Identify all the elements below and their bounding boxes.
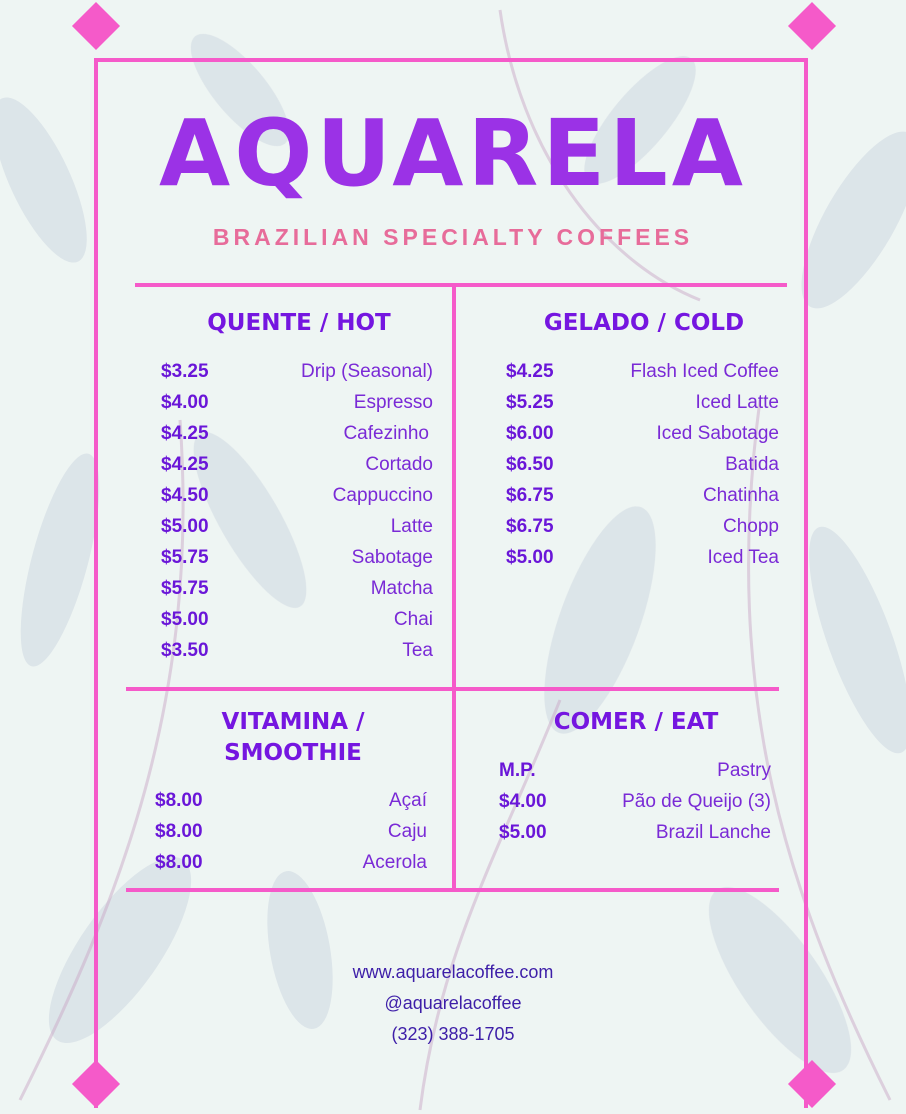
item-price: $6.50 [506, 454, 554, 475]
item-name: Iced Latte [695, 392, 779, 413]
menu-item [499, 818, 771, 848]
menu-item [506, 543, 779, 573]
menu-item [161, 543, 433, 573]
item-name: Espresso [353, 392, 433, 413]
menu-item [161, 481, 433, 511]
menu-item [506, 388, 779, 418]
item-name: Cafezinho [343, 423, 429, 444]
menu-item [506, 419, 779, 449]
section-title-smoothie-line2: SMOOTHIE [224, 740, 362, 766]
item-price: $4.25 [506, 361, 554, 382]
divider-vertical [452, 283, 456, 890]
divider-middle [126, 687, 779, 691]
section-title-smoothie-line1: VITAMINA / [221, 709, 365, 735]
item-name: Tea [402, 640, 433, 661]
item-price: $5.00 [161, 516, 209, 537]
menu-item [161, 450, 433, 480]
item-name: Caju [387, 821, 427, 842]
website-link[interactable]: www.aquarelacoffee.com [352, 962, 554, 982]
item-name: Brazil Lanche [655, 822, 771, 843]
item-price: $5.00 [161, 609, 209, 630]
menu-item [506, 450, 779, 480]
menu-item [161, 388, 433, 418]
item-price: $8.00 [155, 790, 203, 811]
item-price: $5.75 [161, 547, 209, 568]
menu-item [506, 357, 779, 387]
item-price: $4.25 [161, 423, 209, 444]
item-price: $6.00 [506, 423, 554, 444]
phone-number[interactable]: (323) 388-1705 [391, 1024, 515, 1044]
item-name: Batida [725, 454, 779, 475]
menu-item [161, 419, 429, 449]
brand-subtitle: BRAZILIAN SPECIALTY COFFEES [212, 224, 694, 250]
menu-item [161, 636, 433, 666]
item-name: Drip (Seasonal) [301, 361, 433, 382]
item-name: Sabotage [351, 547, 433, 568]
menu-item [506, 481, 779, 511]
section-title-smoothie [134, 707, 452, 769]
menu-item [155, 786, 427, 816]
item-name: Pastry [717, 760, 771, 781]
item-name: Açaí [388, 790, 427, 811]
menu-item [161, 605, 433, 635]
menu-item [506, 512, 779, 542]
menu-item [499, 787, 771, 817]
section-title-eat: COMER / EAT [553, 709, 719, 735]
item-name: Iced Sabotage [656, 423, 779, 444]
divider-top [135, 283, 787, 287]
item-name: Latte [390, 516, 433, 537]
item-price: $3.25 [161, 361, 209, 382]
item-name: Cortado [365, 454, 433, 475]
item-price: $5.25 [506, 392, 554, 413]
item-price: $5.00 [506, 547, 554, 568]
item-price: $3.50 [161, 640, 209, 661]
item-name: Flash Iced Coffee [630, 361, 779, 382]
item-price: $6.75 [506, 485, 554, 506]
divider-bottom [126, 888, 779, 892]
item-price: $5.75 [161, 578, 209, 599]
menu-item [155, 848, 427, 878]
item-price: $8.00 [155, 821, 203, 842]
item-price: $4.25 [161, 454, 209, 475]
item-name: Matcha [370, 578, 433, 599]
item-price: $4.50 [161, 485, 209, 506]
item-name: Chopp [723, 516, 779, 537]
brand-title: AQUARELA [159, 100, 747, 207]
item-price: $4.00 [499, 791, 547, 812]
item-price: $5.00 [499, 822, 547, 843]
menu-item [499, 756, 771, 786]
item-name: Chatinha [702, 485, 779, 506]
menu-item [161, 574, 433, 604]
section-title-hot: QUENTE / HOT [207, 310, 391, 336]
item-name: Cappuccino [332, 485, 433, 506]
item-price: $6.75 [506, 516, 554, 537]
item-price: $4.00 [161, 392, 209, 413]
item-name: Acerola [362, 852, 427, 873]
social-handle[interactable]: @aquarelacoffee [384, 993, 522, 1013]
menu-item [161, 357, 433, 387]
item-price: M.P. [499, 760, 536, 781]
menu-item [161, 512, 433, 542]
section-title-cold: GELADO / COLD [543, 310, 745, 336]
menu-item [155, 817, 427, 847]
item-name: Iced Tea [707, 547, 779, 568]
item-name: Chai [393, 609, 433, 630]
item-price: $8.00 [155, 852, 203, 873]
item-name: Pão de Queijo (3) [622, 791, 771, 812]
